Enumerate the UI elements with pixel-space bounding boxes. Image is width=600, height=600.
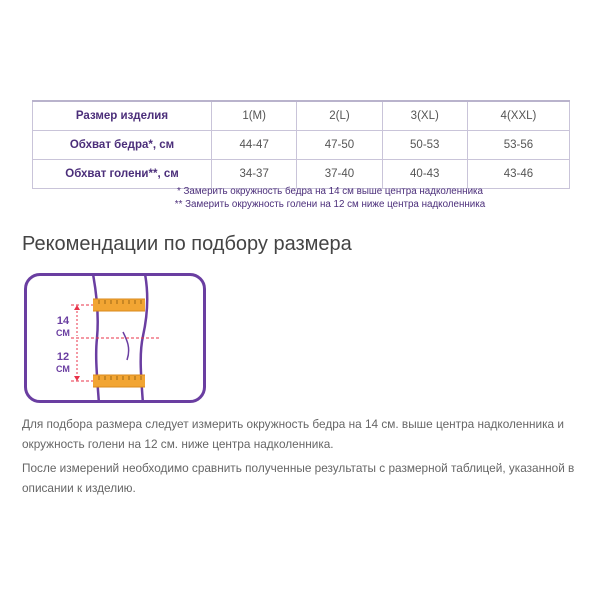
section-heading: Рекомендации по подбору размера [22, 233, 352, 255]
table-cell: 47-50 [297, 131, 382, 160]
thigh-tape [93, 299, 145, 311]
lower-distance-unit: СМ [56, 364, 70, 374]
comparison-paragraph: После измерений необходимо сравнить полученные результаты с размерной таблицей, указанной в описании к изделию. [22, 461, 575, 495]
size-header-cell: 3(XL) [382, 101, 467, 131]
size-header-cell: 1(M) [212, 101, 297, 131]
arrow-head-icon [74, 305, 80, 310]
lower-distance-number: 12 [56, 351, 70, 363]
upper-distance-number: 14 [56, 315, 70, 327]
thigh-label: Обхват бедра*, см [33, 131, 212, 160]
size-table [32, 100, 570, 189]
thigh-footnote: * Замерить окружность бедра на 14 см выше центра надколенника [176, 186, 483, 197]
instruction-paragraph: Для подбора размера следует измерить окружность бедра на 14 см. выше центра надколенника и окружность голени на 12 см. ниже центра надколенника. [22, 417, 564, 451]
leg-illustration [27, 276, 203, 400]
table-cell: 34-37 [212, 160, 297, 189]
table-cell: 50-53 [382, 131, 467, 160]
leg-measurement-diagram [24, 273, 206, 403]
table-cell: 40-43 [382, 160, 467, 189]
table-row-thigh [33, 131, 570, 160]
size-header-label: Размер изделия [33, 101, 212, 131]
shin-footnote: ** Замерить окружность голени на 12 см ниже центра надколенника [174, 199, 486, 210]
shin-tape [93, 375, 145, 387]
size-table-header-row [33, 101, 570, 131]
table-cell: 53-56 [467, 131, 569, 160]
size-header-cell: 4(XXL) [467, 101, 569, 131]
arrow-head-icon [74, 376, 80, 381]
table-cell: 43-46 [467, 160, 569, 189]
upper-distance-unit: СМ [56, 328, 70, 338]
table-cell: 44-47 [212, 131, 297, 160]
size-header-cell: 2(L) [297, 101, 382, 131]
shin-label: Обхват голени**, см [33, 160, 212, 189]
table-row-shin [33, 160, 570, 189]
table-cell: 37-40 [297, 160, 382, 189]
kneecap-icon [123, 332, 129, 360]
